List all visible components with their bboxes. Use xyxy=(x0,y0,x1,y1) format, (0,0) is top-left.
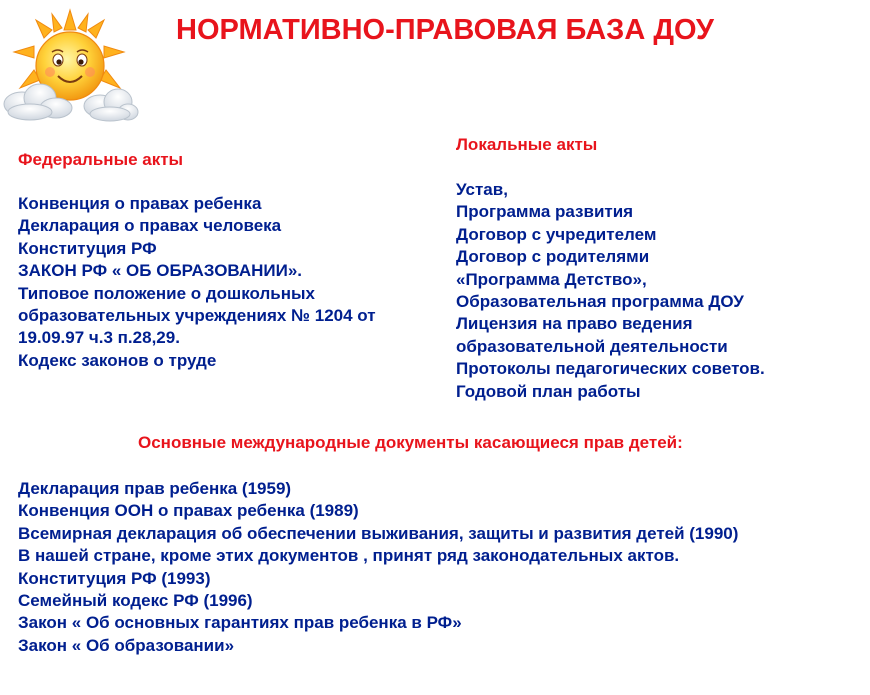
list-item: Договор с родителями xyxy=(456,247,650,267)
list-item: Протоколы педагогических советов. xyxy=(456,359,765,379)
international-documents-list xyxy=(18,478,738,657)
list-item: Декларация о правах человека xyxy=(18,216,282,236)
list-item: Конвенция ООН о правах ребенка (1989) xyxy=(18,501,359,521)
list-item: Декларация прав ребенка (1959) xyxy=(18,479,292,498)
list-item: Закон « Об основных гарантиях прав ребенка в РФ» xyxy=(18,613,462,633)
list-item: Семейный кодекс РФ (1996) xyxy=(18,591,253,611)
federal-acts-heading: Федеральные акты xyxy=(18,150,184,169)
list-item: Лицензия на право ведения xyxy=(456,314,693,334)
list-item: образовательных учреждениях № 1204 от xyxy=(18,306,376,326)
list-item: 19.09.97 ч.3 п.28,29. xyxy=(18,328,180,348)
list-item: Конституция РФ (1993) xyxy=(18,568,211,588)
federal-acts-list xyxy=(18,193,376,372)
list-item: Устав, xyxy=(456,180,508,199)
list-item: Программа развития xyxy=(456,202,634,222)
list-item: Договор с учредителем xyxy=(456,224,657,244)
list-item: Всемирная декларация об обеспечении выживания, защиты и развития детей (1990) xyxy=(18,523,739,543)
list-item: образовательной деятельности xyxy=(456,336,728,356)
smiling-sun-with-clouds-icon xyxy=(0,8,140,126)
list-item: Конвенция о правах ребенка xyxy=(18,194,262,213)
list-item: Конституция РФ xyxy=(18,238,157,258)
list-item: В нашей стране, кроме этих документов , принят ряд законодательных актов. xyxy=(18,546,680,566)
list-item: ЗАКОН РФ « ОБ ОБРАЗОВАНИИ». xyxy=(18,261,303,281)
page-title: НОРМАТИВНО-ПРАВОВАЯ БАЗА ДОУ xyxy=(176,14,714,46)
local-acts-heading: Локальные акты xyxy=(456,135,598,154)
international-documents-heading: Основные международные документы касающиеся прав детей: xyxy=(138,433,683,452)
local-acts-list xyxy=(456,179,765,403)
list-item: «Программа Детство», xyxy=(456,269,647,289)
cloud-right xyxy=(84,89,138,121)
list-item: Закон « Об образовании» xyxy=(18,635,235,655)
list-item: Типовое положение о дошкольных xyxy=(18,283,315,303)
list-item: Годовой план работы xyxy=(456,381,641,401)
list-item: Образовательная программа ДОУ xyxy=(456,292,744,312)
list-item: Кодекс законов о труде xyxy=(18,350,217,370)
